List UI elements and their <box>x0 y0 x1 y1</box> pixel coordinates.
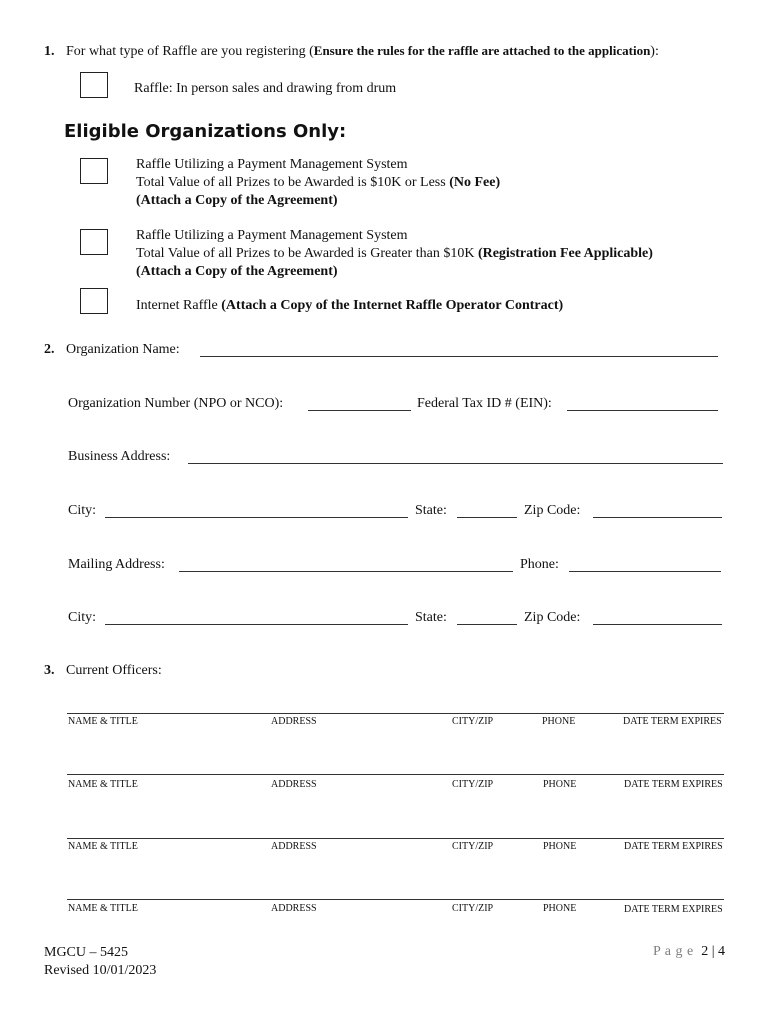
col-address: ADDRESS <box>271 779 317 790</box>
org-number-field[interactable] <box>308 410 411 411</box>
col-date-term-expires: DATE TERM EXPIRES <box>624 841 723 852</box>
mailing-city-field[interactable] <box>105 624 408 625</box>
option-pms-under-10k <box>136 156 500 210</box>
city-label: City: <box>68 503 97 518</box>
col-city-zip: CITY/ZIP <box>452 716 494 727</box>
col-name-title: NAME & TITLE <box>68 903 138 914</box>
officer-row-line[interactable] <box>67 838 724 839</box>
checkbox-pms-over-10k[interactable] <box>80 229 108 255</box>
option-emphasis: (No Fee) <box>449 175 501 190</box>
col-name-title: NAME & TITLE <box>68 779 138 790</box>
col-city-zip: CITY/ZIP <box>452 903 494 914</box>
state-field[interactable] <box>457 517 517 518</box>
org-name-label: Organization Name: <box>66 342 180 357</box>
city-label: City: <box>68 610 97 625</box>
org-name-field[interactable] <box>200 356 718 357</box>
col-phone: PHONE <box>543 903 577 914</box>
col-date-term-expires: DATE TERM EXPIRES <box>624 779 723 790</box>
mailing-address-label: Mailing Address: <box>68 557 165 572</box>
checkbox-pms-under-10k[interactable] <box>80 158 108 184</box>
option-emphasis: (Attach a Copy of the Internet Raffle Operator Contract) <box>221 298 564 313</box>
question-number: 3. <box>44 663 55 678</box>
option-internet-raffle <box>136 298 563 314</box>
col-city-zip: CITY/ZIP <box>452 779 494 790</box>
phone-label: Phone: <box>520 557 559 572</box>
zip-field[interactable] <box>593 517 722 518</box>
footer-left <box>44 944 156 980</box>
question-3 <box>44 663 162 679</box>
option-line: (Attach a Copy of the Agreement) <box>136 193 338 208</box>
option-emphasis: (Registration Fee Applicable) <box>477 246 653 261</box>
option-line: Raffle Utilizing a Payment Management System <box>136 157 408 172</box>
col-phone: PHONE <box>543 841 577 852</box>
col-address: ADDRESS <box>271 716 317 727</box>
mailing-zip-field[interactable] <box>593 624 722 625</box>
revised-date: Revised 10/01/2023 <box>44 963 157 978</box>
eligible-heading: Eligible Organizations Only: <box>64 121 347 142</box>
checkbox-internet-raffle[interactable] <box>80 288 108 314</box>
business-address-label: Business Address: <box>68 449 171 464</box>
business-address-field[interactable] <box>188 463 723 464</box>
zip-label: Zip Code: <box>524 503 581 518</box>
zip-label: Zip Code: <box>524 610 581 625</box>
col-city-zip: CITY/ZIP <box>452 841 494 852</box>
tax-id-label: Federal Tax ID # (EIN): <box>417 396 552 411</box>
col-name-title: NAME & TITLE <box>68 841 138 852</box>
page-indicator <box>653 944 725 960</box>
option-text: Total Value of all Prizes to be Awarded is Greater than $10K <box>136 246 478 261</box>
question-text: For what type of Raffle are you registering ( <box>66 44 314 59</box>
current-officers-label: Current Officers: <box>66 663 162 678</box>
checkbox-in-person-raffle[interactable] <box>80 72 108 98</box>
col-address: ADDRESS <box>271 903 317 914</box>
question-2 <box>44 342 180 358</box>
col-phone: PHONE <box>543 779 577 790</box>
option-text: Internet Raffle <box>136 298 222 313</box>
col-date-term-expires: DATE TERM EXPIRES <box>624 904 723 915</box>
tax-id-field[interactable] <box>567 410 718 411</box>
page-label: P a g e <box>652 944 694 959</box>
col-name-title: NAME & TITLE <box>68 716 138 727</box>
officer-row-line[interactable] <box>67 899 724 900</box>
option-line <box>136 245 653 263</box>
officer-row-line[interactable] <box>67 713 724 714</box>
question-1 <box>44 43 659 60</box>
phone-field[interactable] <box>569 571 721 572</box>
state-label: State: <box>415 503 447 518</box>
org-number-label: Organization Number (NPO or NCO): <box>68 396 284 411</box>
city-field[interactable] <box>105 517 408 518</box>
mailing-state-field[interactable] <box>457 624 517 625</box>
option-line: Raffle Utilizing a Payment Management System <box>136 228 408 243</box>
option-text: Total Value of all Prizes to be Awarded is $10K or Less <box>136 175 450 190</box>
option-line <box>136 174 500 192</box>
question-number: 1. <box>44 44 55 59</box>
question-number: 2. <box>44 342 55 357</box>
question-emphasis: Ensure the rules for the raffle are attached to the application <box>313 43 651 58</box>
officer-row-line[interactable] <box>67 774 724 775</box>
col-address: ADDRESS <box>271 841 317 852</box>
col-date-term-expires: DATE TERM EXPIRES <box>623 716 722 727</box>
option-pms-over-10k <box>136 227 653 281</box>
option-line: (Attach a Copy of the Agreement) <box>136 264 338 279</box>
col-phone: PHONE <box>542 716 576 727</box>
question-end: ): <box>650 44 659 59</box>
mailing-address-field[interactable] <box>179 571 513 572</box>
page-number: 2 | 4 <box>701 944 725 959</box>
state-label: State: <box>415 610 447 625</box>
option-in-person-raffle: Raffle: In person sales and drawing from drum <box>134 81 397 96</box>
form-id: MGCU – 5425 <box>44 945 129 960</box>
